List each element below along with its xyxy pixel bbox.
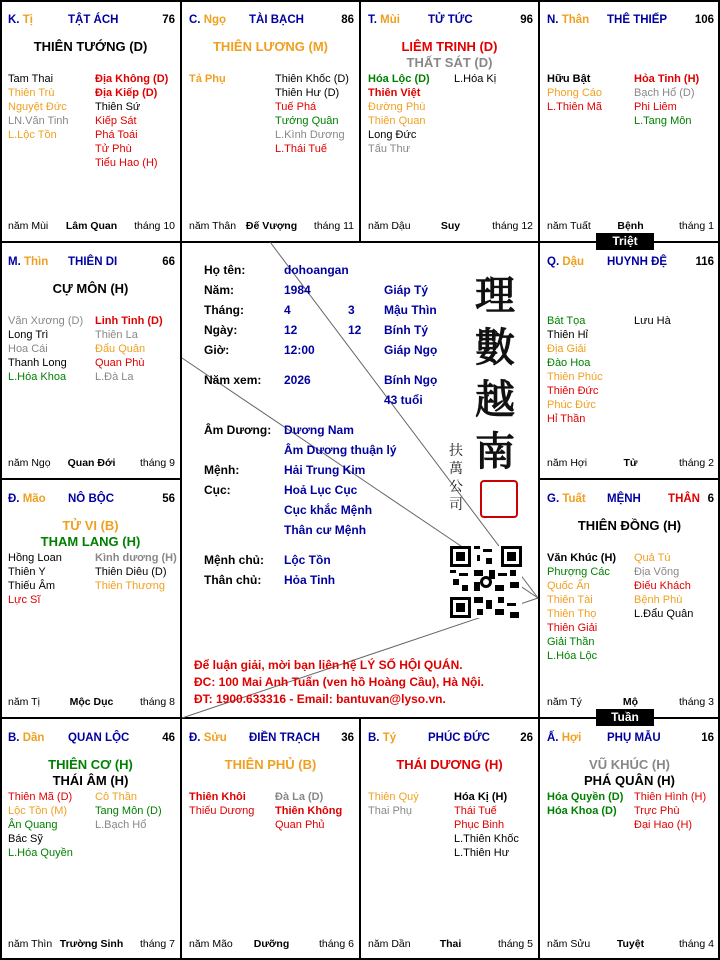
palace-year: năm Dần bbox=[368, 938, 411, 950]
main-star: THIÊN CƠ (H) bbox=[48, 757, 133, 772]
branch-label: Hợi bbox=[561, 732, 582, 744]
star-item: Tuế Phá bbox=[275, 101, 317, 113]
year-label: Năm: bbox=[204, 283, 235, 297]
truong-sinh-stage: Bệnh bbox=[617, 220, 644, 232]
contact-line-2: ĐC: 100 Mai Anh Tuấn (ven hồ Hoàng Cầu), Hà Nội. bbox=[194, 675, 485, 689]
star-item: Thiên Khôi bbox=[189, 791, 246, 803]
star-item: L.Thái Tuế bbox=[275, 143, 327, 155]
palace-year: năm Mùi bbox=[8, 220, 49, 232]
star-item: L.Lộc Tồn bbox=[8, 129, 57, 141]
star-item: Tang Môn (D) bbox=[95, 805, 162, 817]
star-item: Lực Sĩ bbox=[8, 594, 41, 606]
star-item: Hoa Cái bbox=[8, 343, 48, 355]
palace-month: tháng 5 bbox=[497, 938, 533, 950]
star-item: Thiên Đức bbox=[547, 385, 599, 397]
menh-chu-value: Lộc Tồn bbox=[284, 553, 331, 567]
star-item: Văn Xương (D) bbox=[8, 315, 84, 327]
stem-label: B. bbox=[368, 732, 383, 744]
star-item: Tấu Thư bbox=[368, 143, 411, 155]
star-item: Thiên Không bbox=[275, 805, 343, 817]
palace-name: THÊ THIẾP bbox=[607, 14, 668, 26]
star-item: Tướng Quân bbox=[275, 115, 339, 127]
truong-sinh-stage: Lâm Quan bbox=[65, 220, 118, 232]
palace-year: năm Thân bbox=[189, 220, 237, 232]
star-item: L.Thiên Hư bbox=[454, 847, 510, 859]
day-canchi: Bính Tý bbox=[384, 323, 428, 337]
star-item: Đường Phù bbox=[368, 101, 426, 113]
star-item: Thiếu Dương bbox=[189, 805, 255, 817]
star-item: Địa Võng bbox=[634, 566, 680, 578]
palace-name: PHỤ MẪU bbox=[607, 732, 661, 744]
palace-year: năm Tị bbox=[8, 696, 40, 708]
star-item: Ân Quang bbox=[8, 819, 58, 831]
hour-canchi: Giáp Ngọ bbox=[384, 343, 438, 357]
star-item: Đà La (D) bbox=[275, 791, 324, 803]
star-item: Thiên Y bbox=[8, 566, 46, 578]
star-item: Thiên Trù bbox=[8, 87, 55, 99]
star-item: Quan Phủ bbox=[275, 819, 325, 831]
star-item: Giải Thần bbox=[547, 636, 595, 648]
star-item: Thiên Việt bbox=[368, 87, 421, 99]
truong-sinh-stage: Thai bbox=[439, 938, 462, 950]
stem-label: B. bbox=[8, 732, 23, 744]
star-item: Thiên Thương bbox=[95, 580, 166, 592]
palace-number: 26 bbox=[520, 732, 533, 744]
star-item: Tam Thai bbox=[8, 73, 54, 85]
am-duong-label: Âm Dương: bbox=[204, 423, 272, 437]
palace-year: năm Dậu bbox=[368, 220, 411, 232]
star-item: Thiên Thọ bbox=[547, 608, 597, 620]
calligraphy-text: 理數越南 bbox=[475, 272, 515, 475]
branch-label: Dậu bbox=[562, 256, 585, 268]
star-item: Hóa Khoa (D) bbox=[547, 805, 617, 817]
main-star: THAM LANG (H) bbox=[40, 534, 141, 549]
star-item: Bác Sỹ bbox=[8, 833, 43, 845]
palace-name: PHÚC ĐỨC bbox=[428, 732, 490, 744]
star-item: Địa Không (D) bbox=[95, 73, 169, 85]
palace-number: 56 bbox=[162, 493, 175, 505]
main-star: THIÊN PHỦ (B) bbox=[224, 757, 317, 772]
palace-name: TÀI BẠCH bbox=[249, 14, 304, 26]
truong-sinh-stage: Suy bbox=[440, 220, 461, 232]
star-item: Hóa Kị (H) bbox=[454, 791, 508, 803]
cuc-label: Cục: bbox=[204, 483, 231, 497]
palace-name: TẬT ÁCH bbox=[68, 14, 119, 26]
star-item: Trực Phù bbox=[634, 805, 680, 817]
palace-name: MỆNH bbox=[607, 493, 641, 505]
branch-label: Tị bbox=[22, 14, 33, 26]
stem-label: Ấ. bbox=[547, 732, 562, 744]
palace-month: tháng 3 bbox=[678, 696, 714, 708]
palace-number: 46 bbox=[162, 732, 175, 744]
main-star: PHÁ QUÂN (H) bbox=[584, 773, 675, 788]
star-item: Phá Toái bbox=[95, 129, 138, 141]
star-item: Quả Tú bbox=[634, 552, 671, 564]
menh-label: Mệnh: bbox=[204, 463, 240, 477]
star-item: Điếu Khách bbox=[634, 580, 691, 592]
truong-sinh-stage: Quan Đới bbox=[67, 457, 116, 469]
calligraphy-logo bbox=[470, 270, 520, 478]
star-item: Kiếp Sát bbox=[95, 115, 137, 127]
star-item: Thiếu Âm bbox=[8, 580, 56, 592]
branch-label: Mùi bbox=[380, 14, 400, 26]
palace-name: ĐIỀN TRẠCH bbox=[249, 732, 320, 744]
palace-name: THIÊN DI bbox=[68, 256, 118, 268]
palace-name: HUYNH ĐỆ bbox=[607, 256, 668, 268]
star-item: Thiên Phúc bbox=[547, 371, 603, 383]
star-item: Lưu Hà bbox=[634, 315, 671, 327]
star-item: L.Hóa Kị bbox=[454, 73, 497, 85]
palace-year: năm Mão bbox=[189, 938, 233, 950]
month-canchi: Mậu Thìn bbox=[384, 303, 437, 317]
am-duong-value: Dương Nam bbox=[284, 423, 354, 437]
star-item: Thiên Hình (H) bbox=[634, 791, 707, 803]
star-item: Thiên La bbox=[95, 329, 138, 341]
star-item: Hỉ Thần bbox=[547, 413, 586, 425]
year-value: 1984 bbox=[284, 283, 311, 297]
palace-month: tháng 12 bbox=[492, 220, 533, 232]
star-item: Đại Hao (H) bbox=[634, 819, 693, 831]
palace-year: năm Tuất bbox=[547, 220, 591, 232]
star-item: Long Đức bbox=[368, 129, 417, 141]
stem-label: M. bbox=[8, 256, 24, 268]
month-label: Tháng: bbox=[204, 303, 244, 317]
palace-month: tháng 11 bbox=[313, 220, 354, 232]
star-item: Lộc Tồn (M) bbox=[8, 805, 68, 817]
name-value: dohoangan bbox=[284, 263, 349, 277]
star-item: Phúc Đức bbox=[547, 399, 596, 411]
star-item: LN.Văn Tinh bbox=[8, 115, 69, 127]
palace-name: QUAN LỘC bbox=[68, 732, 130, 744]
star-item: Hữu Bật bbox=[547, 73, 591, 85]
star-item: Nguyệt Đức bbox=[8, 101, 67, 113]
star-item: Tử Phù bbox=[95, 143, 132, 155]
truong-sinh-stage: Mộ bbox=[622, 696, 639, 708]
main-star: THẤT SÁT (D) bbox=[406, 55, 493, 70]
stem-label: T. bbox=[368, 14, 381, 26]
palace-year: năm Tý bbox=[547, 696, 582, 708]
cuc-value: Hoả Lục Cục bbox=[284, 483, 358, 497]
menh-value: Hải Trung Kim bbox=[284, 463, 366, 477]
palace-month: tháng 9 bbox=[139, 457, 175, 469]
cuc-note: Cục khắc Mệnh bbox=[284, 503, 373, 517]
palace-number: 96 bbox=[520, 14, 533, 26]
truong-sinh-stage: Dưỡng bbox=[253, 938, 290, 950]
star-item: Linh Tinh (D) bbox=[95, 315, 163, 327]
palace-number: 6 bbox=[707, 493, 714, 505]
star-item: Quan Phù bbox=[95, 357, 145, 369]
contact-line-1: Để luận giải, mời bạn liên hệ LÝ SỐ HỘI QUÁN. bbox=[194, 658, 463, 672]
palace-number: 36 bbox=[341, 732, 354, 744]
star-item: Thai Phụ bbox=[368, 805, 413, 817]
main-star: CỰ MÔN (H) bbox=[52, 281, 129, 296]
palace-month: tháng 6 bbox=[318, 938, 354, 950]
star-item: Bát Tọa bbox=[547, 315, 586, 327]
stem-label: K. bbox=[8, 14, 23, 26]
day-solar: 12 bbox=[284, 323, 298, 337]
year-canchi: Giáp Tý bbox=[384, 283, 429, 297]
palace-year: năm Ngọ bbox=[8, 457, 51, 469]
qr-code bbox=[450, 546, 522, 618]
branch-label: Sửu bbox=[203, 732, 227, 744]
star-item: Đào Hoa bbox=[547, 357, 591, 369]
stem-label: C. bbox=[189, 14, 204, 26]
contact-line-3: ĐT: 1900.633316 - Email: bantuvan@lyso.vn. bbox=[194, 692, 446, 706]
palace-name: NÔ BỘC bbox=[68, 493, 114, 505]
main-star: THÁI ÂM (H) bbox=[52, 773, 129, 788]
palace-number: 116 bbox=[695, 256, 714, 268]
main-star: THIÊN LƯƠNG (M) bbox=[212, 39, 329, 54]
view-year-canchi: Bính Ngọ bbox=[384, 373, 438, 387]
star-item: Hồng Loan bbox=[8, 552, 62, 564]
am-duong-note: Âm Dương thuận lý bbox=[284, 443, 397, 457]
star-item: L.Thiên Mã bbox=[547, 101, 603, 113]
star-item: Phong Cáo bbox=[547, 87, 603, 99]
menh-chu-label: Mệnh chủ: bbox=[204, 553, 264, 567]
star-item: Phượng Các bbox=[547, 566, 610, 578]
tuan-tag: Tuần bbox=[596, 709, 654, 726]
star-item: Thanh Long bbox=[8, 357, 67, 369]
star-item: Bệnh Phù bbox=[634, 594, 683, 606]
stem-label: G. bbox=[547, 493, 563, 505]
center-info-panel bbox=[182, 242, 538, 718]
star-item: Cô Thần bbox=[95, 791, 137, 803]
name-label: Họ tên: bbox=[204, 263, 246, 277]
star-item: Văn Khúc (H) bbox=[547, 552, 617, 564]
stem-label: N. bbox=[547, 14, 562, 26]
main-star: TỬ VI (B) bbox=[62, 518, 119, 533]
than-chu-label: Thân chủ: bbox=[204, 573, 262, 587]
view-year-value: 2026 bbox=[284, 373, 311, 387]
main-star: LIÊM TRINH (D) bbox=[401, 39, 498, 54]
star-item: Thiên Sứ bbox=[95, 101, 141, 113]
palace-number: 106 bbox=[694, 14, 714, 26]
star-item: Quốc Ấn bbox=[547, 580, 590, 592]
truong-sinh-stage: Tử bbox=[623, 457, 638, 469]
branch-label: Dần bbox=[22, 732, 45, 744]
star-item: L.Bạch Hổ bbox=[95, 819, 147, 831]
truong-sinh-stage: Mộc Dục bbox=[69, 696, 114, 708]
star-item: Địa Kiếp (D) bbox=[95, 87, 158, 99]
star-item: Hóa Lộc (D) bbox=[368, 73, 430, 85]
branch-label: Tuất bbox=[562, 493, 586, 505]
palace-month: tháng 1 bbox=[678, 220, 714, 232]
palace-name: TỬ TỨC bbox=[428, 14, 473, 26]
seal-side-text bbox=[448, 442, 464, 514]
palace-month: tháng 7 bbox=[139, 938, 175, 950]
month-lunar: 3 bbox=[348, 303, 355, 317]
view-year-label: Năm xem: bbox=[204, 373, 262, 387]
star-item: L.Hóa Lộc bbox=[547, 650, 598, 662]
palace-year: năm Hợi bbox=[547, 457, 588, 469]
seal-side-label: 扶 萬 公 司 bbox=[449, 443, 463, 513]
triet-tag: Triệt bbox=[596, 233, 654, 250]
palace-year: năm Thìn bbox=[8, 938, 53, 950]
day-label: Ngày: bbox=[204, 323, 238, 337]
branch-label: Thân bbox=[561, 14, 590, 26]
branch-label: Thìn bbox=[23, 256, 49, 268]
star-item: Thiên Tài bbox=[547, 594, 593, 606]
main-star: THIÊN TƯỚNG (D) bbox=[33, 39, 148, 54]
palace-year: năm Sửu bbox=[547, 938, 591, 950]
branch-label: Tý bbox=[382, 732, 397, 744]
palace-month: tháng 2 bbox=[678, 457, 714, 469]
stem-label: Đ. bbox=[189, 732, 204, 744]
age-value: 43 tuổi bbox=[384, 393, 423, 407]
stem-label: Q. bbox=[547, 256, 563, 268]
branch-label: Ngọ bbox=[203, 14, 227, 26]
star-item: L.Thiên Khốc bbox=[454, 833, 519, 845]
day-lunar: 12 bbox=[348, 323, 362, 337]
star-item: L.Tang Môn bbox=[634, 115, 692, 127]
palace-number: 76 bbox=[162, 14, 175, 26]
star-item: Tiểu Hao (H) bbox=[95, 157, 158, 169]
star-item: Hỏa Tinh (H) bbox=[634, 73, 700, 85]
star-item: L.Đà La bbox=[95, 371, 134, 383]
palace-number: 16 bbox=[701, 732, 714, 744]
star-item: Hóa Quyền (D) bbox=[547, 791, 624, 803]
than-badge: THÂN bbox=[668, 493, 700, 505]
month-solar: 4 bbox=[284, 303, 291, 317]
than-cu-note: Thân cư Mệnh bbox=[284, 523, 367, 537]
main-star: THIÊN ĐỒNG (H) bbox=[577, 518, 682, 533]
stem-label: Đ. bbox=[8, 493, 23, 505]
star-item: L.Hóa Khoa bbox=[8, 371, 67, 383]
star-item: Thái Tuế bbox=[454, 805, 497, 817]
truong-sinh-stage: Tuyệt bbox=[616, 938, 645, 950]
hour-label: Giờ: bbox=[204, 343, 230, 357]
star-item: Đẩu Quân bbox=[95, 343, 146, 355]
truong-sinh-stage: Trường Sinh bbox=[59, 938, 124, 950]
star-item: L.Kình Dương bbox=[275, 129, 345, 141]
star-item: L.Hóa Quyền bbox=[8, 847, 73, 859]
palace-month: tháng 10 bbox=[134, 220, 175, 232]
star-item: Thiên Quý bbox=[368, 791, 419, 803]
palace-month: tháng 4 bbox=[678, 938, 714, 950]
star-item: Thiên Hỉ bbox=[547, 329, 588, 341]
star-item: Tả Phụ bbox=[189, 73, 226, 85]
red-seal bbox=[480, 480, 518, 518]
star-item: Kình dương (H) bbox=[95, 552, 177, 564]
star-item: Địa Giải bbox=[547, 343, 587, 355]
star-item: Thiên Quan bbox=[368, 115, 426, 127]
main-star: VŨ KHÚC (H) bbox=[589, 757, 670, 772]
star-item: Phục Binh bbox=[454, 819, 505, 831]
star-item: Bạch Hổ (D) bbox=[634, 87, 695, 99]
star-item: L.Đẩu Quân bbox=[634, 608, 694, 620]
star-item: Thiên Hư (D) bbox=[275, 87, 340, 99]
truong-sinh-stage: Đế Vượng bbox=[245, 220, 298, 232]
palace-month: tháng 8 bbox=[139, 696, 175, 708]
main-star: THÁI DƯƠNG (H) bbox=[396, 757, 503, 772]
star-item: Thiên Khốc (D) bbox=[275, 73, 349, 85]
star-item: Long Trì bbox=[8, 329, 49, 341]
star-item: Phi Liêm bbox=[634, 101, 677, 113]
than-chu-value: Hỏa Tinh bbox=[284, 573, 336, 587]
palace-number: 86 bbox=[341, 14, 354, 26]
star-item: Thiên Giải bbox=[547, 622, 598, 634]
star-item: Thiên Diêu (D) bbox=[95, 566, 167, 578]
hour-value: 12:00 bbox=[284, 343, 315, 357]
palace-number: 66 bbox=[162, 256, 175, 268]
branch-label: Mão bbox=[22, 493, 46, 505]
star-item: Thiên Mã (D) bbox=[8, 791, 73, 803]
